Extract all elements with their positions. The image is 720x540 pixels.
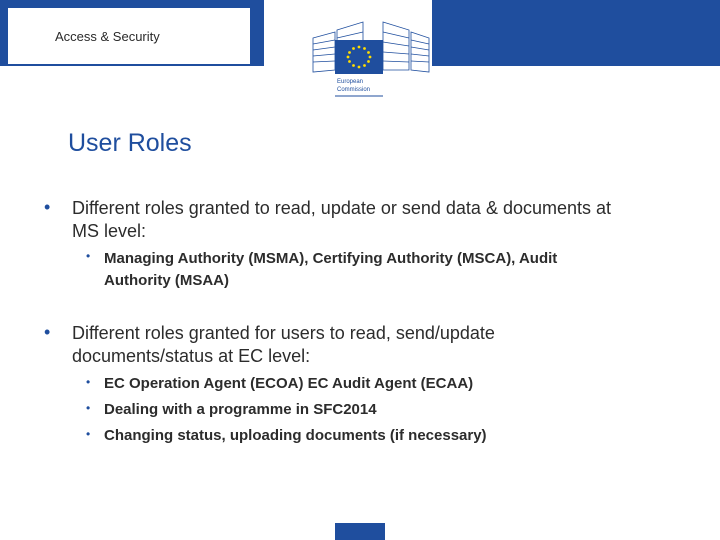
subbullet-2-1: EC Operation Agent (ECOA) EC Audit Agent (ECAA) [104, 375, 474, 392]
section-label: Access & Security [55, 29, 160, 44]
subbullet-marker: • [86, 427, 91, 441]
bullet-2-line-2: documents/status at EC level: [72, 346, 311, 366]
subbullet-2-2: Dealing with a programme in SFC2014 [104, 401, 377, 418]
bullet-marker: • [44, 197, 51, 217]
bullet-marker: • [44, 322, 51, 342]
eu-flag [335, 40, 383, 74]
logo-text-european: European [337, 79, 364, 85]
header-blue-right [432, 0, 720, 66]
subbullet-2-3: Changing status, uploading documents (if necessary) [104, 427, 487, 444]
bullet-1-line-2: MS level: [72, 221, 147, 241]
subbullet-marker: • [86, 249, 91, 263]
subbullet-marker: • [86, 375, 91, 389]
bullet-2-line-1: Different roles granted for users to read, send/update [72, 323, 495, 343]
logo-text-commission: Commission [337, 87, 371, 93]
subbullet-1-1-line-2: Authority (MSAA) [104, 272, 229, 289]
bullet-1-line-1: Different roles granted to read, update or send data & documents at [72, 198, 612, 218]
footer-tab [335, 523, 385, 540]
subbullet-1-1-line-1: Managing Authority (MSMA), Certifying Authority (MSCA), Audit [104, 250, 558, 267]
european-commission-logo [305, 10, 435, 100]
subbullet-marker: • [86, 401, 91, 415]
slide-title: User Roles [68, 129, 192, 157]
